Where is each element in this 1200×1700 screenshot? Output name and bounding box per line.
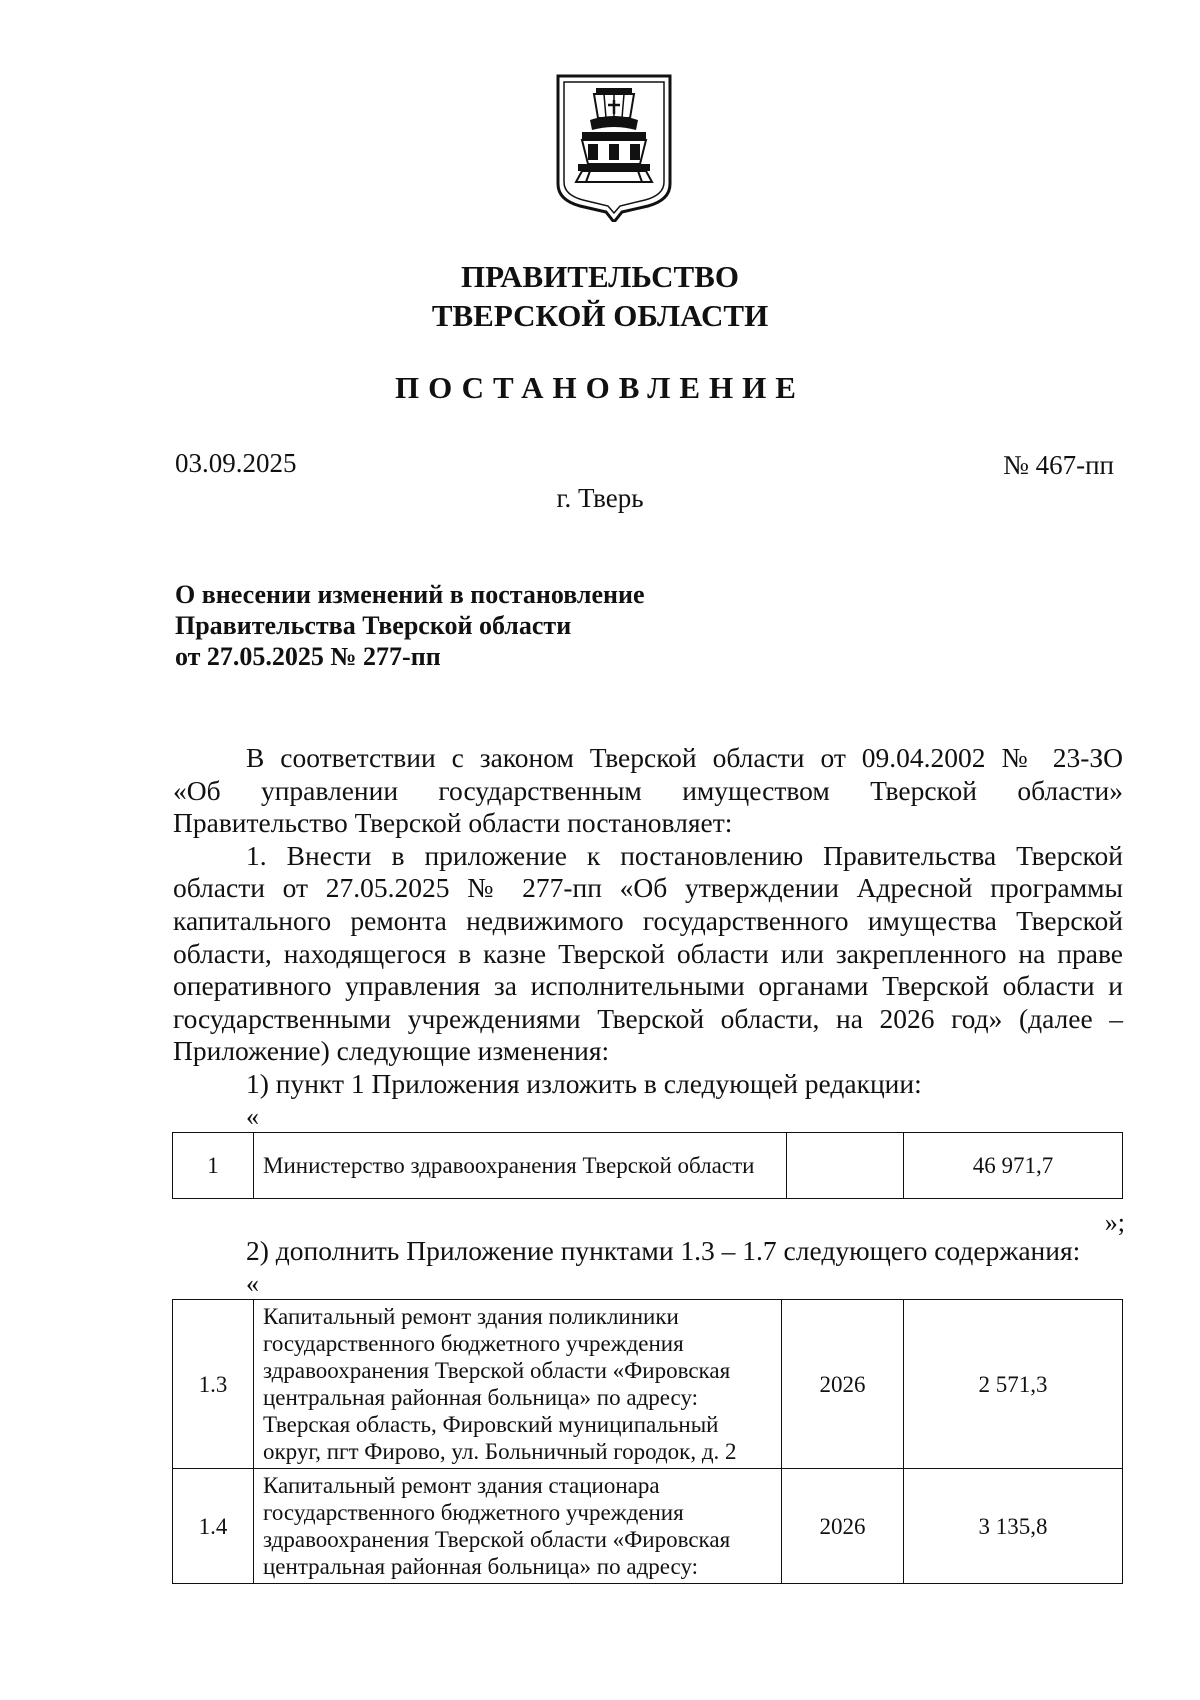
preamble-line: «Об управлении государственным имуществом Тверской области»: [173, 774, 1123, 806]
row-number: 1: [173, 1133, 254, 1199]
document-body-continued: [173, 1235, 1123, 1300]
row-sum: 46 971,7: [904, 1133, 1123, 1199]
document-body: [173, 742, 1123, 1133]
item-1-paragraph: 1. Внести в приложение к постановлению Правительства Тверской области от 27.05.2025 № 277-пп «Об утверждении Адресной программы капитального ремонта недвижимого государственного имущества Тверской области, находящегося в казне Тверской области или закрепленного на праве оперативного управления за исполнительными органами Тверской области и государственными учреждениями Тверской области, на 2026 год» (далее – Приложение) следующие изменения:: [173, 839, 1123, 1067]
table-row: [173, 1300, 1123, 1469]
close-quote: »;: [1104, 1208, 1125, 1237]
open-quote: «: [246, 1101, 259, 1131]
subject-line: О внесении изменений в постановление: [175, 580, 645, 609]
open-quote: «: [246, 1268, 259, 1298]
table-row: [173, 1133, 1123, 1199]
row-description: Капитальный ремонт здания поликлиники государственного бюджетного учреждения здравоохранения Тверской области «Фировская центральная районная больница» по адресу: Тверская область, Фировский муниципальный округ, пгт Фирово, ул. Больничный городок, д. 2: [254, 1300, 782, 1469]
subitem-2: 2) дополнить Приложение пунктами 1.3 – 1.7 следующего содержания:: [246, 1235, 1081, 1266]
subitem-1: 1) пункт 1 Приложения изложить в следующей редакции:: [246, 1067, 922, 1099]
subject-line: от 27.05.2025 № 277-пп: [175, 642, 441, 671]
org-name-line1: ПРАВИТЕЛЬСТВО: [461, 259, 739, 294]
document-type: ПОСТАНОВЛЕНИЕ: [395, 370, 805, 405]
document-subject: [175, 579, 645, 672]
row-year: 2026: [782, 1469, 904, 1584]
document-date: 03.09.2025: [175, 448, 297, 478]
preamble-line: В соответствии с законом Тверской области от 09.04.2002 № 23-ЗО: [246, 742, 1123, 773]
org-name-line2: ТВЕРСКОЙ ОБЛАСТИ: [431, 298, 769, 333]
row-sum: 2 571,3: [904, 1300, 1123, 1469]
row-description: Министерство здравоохранения Тверской области: [254, 1133, 787, 1199]
preamble-line: Правительство Тверской области постановляет:: [173, 807, 733, 839]
row-year: [787, 1133, 904, 1199]
table-item-1: [172, 1132, 1123, 1199]
row-number: 1.4: [173, 1469, 254, 1584]
table-items-1-3-1-7: [172, 1299, 1123, 1584]
row-sum: 3 135,8: [904, 1469, 1123, 1584]
table-row: [173, 1469, 1123, 1584]
document-city: г. Тверь: [556, 483, 644, 513]
row-number: 1.3: [173, 1300, 254, 1469]
row-year: 2026: [782, 1300, 904, 1469]
subject-line: Правительства Тверской области: [175, 611, 572, 640]
document-number: № 467-пп: [1003, 450, 1114, 480]
coat-of-arms-icon: [552, 72, 676, 222]
row-description: Капитальный ремонт здания стационара государственного бюджетного учреждения здравоохранения Тверской области «Фировская центральная районная больница» по адресу:: [254, 1469, 782, 1584]
